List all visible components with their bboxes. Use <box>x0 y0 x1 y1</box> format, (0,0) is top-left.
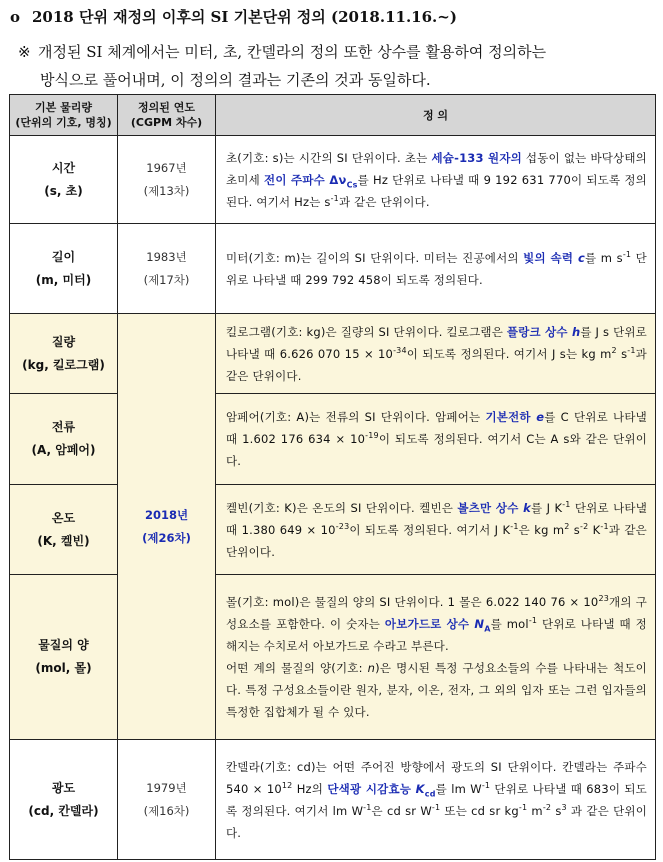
table-row <box>10 485 656 575</box>
header-year: 정의된 연도 (CGPM 차수) <box>118 95 216 136</box>
header-definition: 정 의 <box>216 95 656 136</box>
year-cell: 1967년 (제13차) <box>118 136 216 224</box>
definition-cell: 킬로그램(기호: kg)은 질량의 SI 단위이다. 킬로그램은 플랑크 상수 h를 J s 단위로 나타낼 때 6.626 070 $15 \times 10^{-34}$이 되도록 정의된다. 여기서 J s는 kg $m^2$ $s^{-1}$과 같은 단위이다. <box>216 314 656 394</box>
title-bullet: o <box>10 8 21 26</box>
definition-cell: 켈빈(기호: K)은 온도의 SI 단위이다. 켈빈은 볼츠만 상수 k를 J $K^{-1}$ 단위로 나타낼 때 1.380 $649 \times 10^{-23}$이 되도록 정의된다. 여기서 J $K^{-1}$은 kg $m^2$ $s^{-2}$ $K^{-1}$과 같은 단위이다. <box>216 485 656 575</box>
note-line-1: 개정된 SI 체계에서는 미터, 초, 칸델라의 정의 또한 상수를 활용하여 정의하는 <box>38 43 547 61</box>
quantity-cell: 광도 (cd, 칸델라) <box>10 740 118 860</box>
table-header-row <box>10 95 656 136</box>
year-cell: 1979년 (제16차) <box>118 740 216 860</box>
table-row <box>10 575 656 740</box>
page-title <box>10 6 660 27</box>
quantity-cell: 시간 (s, 초) <box>10 136 118 224</box>
definition-cell: 암페어(기호: A)는 전류의 SI 단위이다. 암페어는 기본전하 e를 C 단위로 나타낼 때 1.602 176 $634 \times 10^{-19}$이 되도록 정의된다. 여기서 C는 A s와 같은 단위이다. <box>216 394 656 485</box>
quantity-cell: 물질의 양 (mol, 몰) <box>10 575 118 740</box>
definition-cell: 미터(기호: m)는 길이의 SI 단위이다. 미터는 진공에서의 빛의 속력 c를 m $s^{-1}$ 단위로 나타낼 때 299 792 458이 되도록 정의된다. <box>216 224 656 314</box>
definition-cell: 칸델라(기호: cd)는 어떤 주어진 방향에서 광도의 SI 단위이다. 칸델라는 주파수 $540 \times 10^{12}$ Hz의 단색광 시감효능 $K_{cd}$를 lm $W^{-1}$ 단위로 나타낼 때 683이 되도록 정의된다. 여기서 lm $W^{-1}$은 cd sr $W^{-1}$ 또는 cd sr $kg^{-1}$ $m^{-2}$ $s^3$ 과 같은 단위이다. <box>216 740 656 860</box>
table-row <box>10 224 656 314</box>
table-row <box>10 740 656 860</box>
note-mark: ※ <box>18 43 31 61</box>
definition-cell: 몰(기호: mol)은 물질의 양의 SI 단위이다. 1 몰은 6.022 140 $76 \times 10^{23}$개의 구성요소를 포함한다. 이 숫자는 아보가드로 상수 $N_A$를 mol$^{-1}$ 단위로 나타낼 때 정해지는 수치로서 아보가드로 수라고 부른다. 어떤 계의 물질의 양(기호: n)은 명시된 특정 구성요소들의 수를 나타내는 척도이다. 특정 구성요소들이란 원자, 분자, 이온, 전자, 그 외의 입자 또는 그런 입자들의 특정한 집합체가 될 수 있다. <box>216 575 656 740</box>
quantity-cell: 전류 (A, 암페어) <box>10 394 118 485</box>
title-text: 2018 단위 재정의 이후의 SI 기본단위 정의 (2018.11.16.~) <box>32 8 457 26</box>
quantity-cell: 온도 (K, 켈빈) <box>10 485 118 575</box>
note-line-2: 방식으로 풀어내며, 이 정의의 결과는 기존의 것과 동일하다. <box>40 71 431 89</box>
quantity-cell: 길이 (m, 미터) <box>10 224 118 314</box>
quantity-cell: 질량 (kg, 킬로그램) <box>10 314 118 394</box>
definition-cell: 초(기호: s)는 시간의 SI 단위이다. 초는 세슘-133 원자의 섭동이 없는 바닥상태의 초미세 전이 주파수 $\Delta\nu_{Cs}$를 Hz 단위로 나타낼 때 9 192 631 770이 되도록 정의된다. 여기서 Hz는 $s^{-1}$과 같은 단위이다. <box>216 136 656 224</box>
si-units-table <box>9 94 656 860</box>
header-quantity: 기본 물리량 (단위의 기호, 명칭) <box>10 95 118 136</box>
table-row <box>10 394 656 485</box>
table-row <box>10 314 656 394</box>
year-cell: 1983년 (제17차) <box>118 224 216 314</box>
shared-year-cell: 2018년 (제26차) <box>118 314 216 740</box>
table-row <box>10 136 656 224</box>
note-paragraph <box>18 38 658 94</box>
